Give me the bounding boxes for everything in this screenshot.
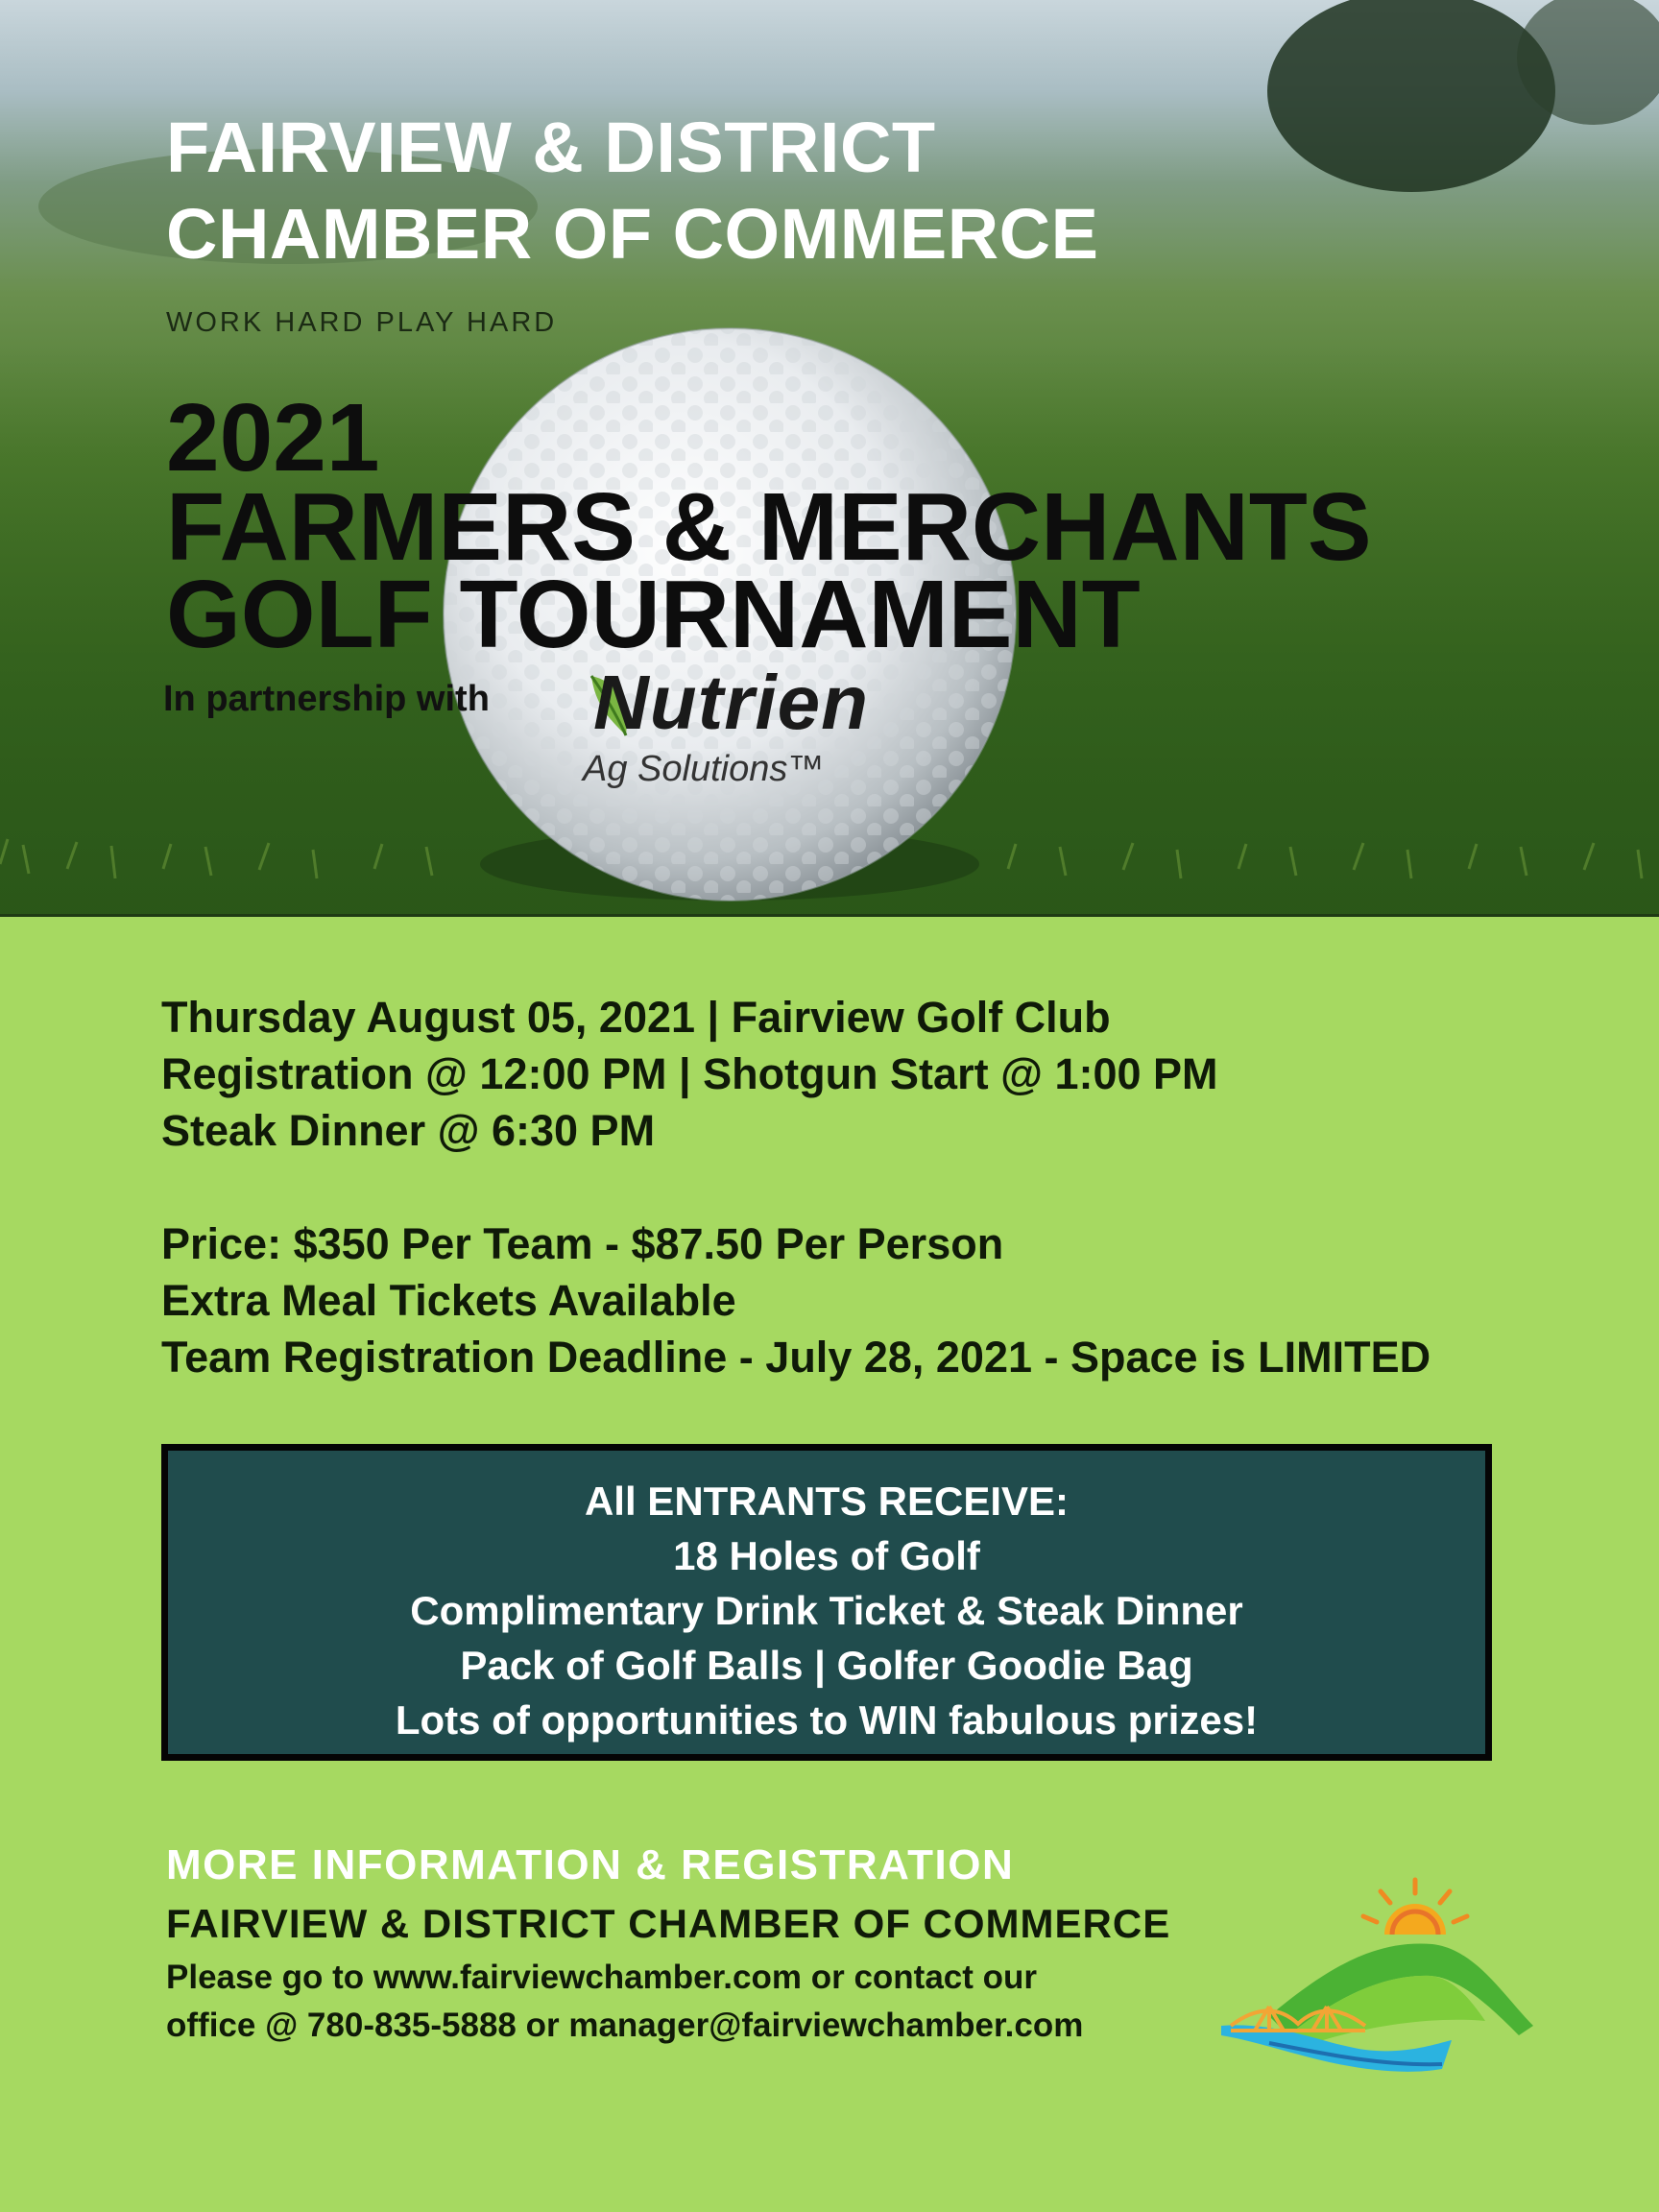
sponsor-logo-name: Nutrien	[593, 660, 869, 745]
event-year: 2021	[166, 384, 380, 492]
entrant-benefit: Pack of Golf Balls | Golfer Goodie Bag	[460, 1643, 1193, 1688]
registration-deadline: Team Registration Deadline - July 28, 2021 - Space is LIMITED	[161, 1333, 1431, 1382]
dinner-time: Steak Dinner @ 6:30 PM	[161, 1106, 656, 1155]
schedule-times: Registration @ 12:00 PM | Shotgun Start @ 1:00 PM	[161, 1049, 1218, 1098]
section-divider	[0, 914, 1659, 917]
contact-line2: office @ 780-835-5888 or manager@fairviewchamber.com	[166, 2007, 1084, 2044]
hero-banner	[0, 0, 1659, 917]
price: Price: $350 Per Team - $87.50 Per Person	[161, 1219, 1004, 1268]
sponsor-logo-subtitle: Ag Solutions™	[583, 749, 825, 789]
date-venue: Thursday August 05, 2021 | Fairview Golf Club	[161, 993, 1111, 1042]
sun-icon	[1363, 1880, 1467, 1935]
contact-line1: Please go to www.fairviewchamber.com or contact our	[166, 1959, 1038, 1996]
tagline: WORK HARD PLAY HARD	[166, 307, 558, 338]
entrant-benefit: Complimentary Drink Ticket & Steak Dinner	[410, 1588, 1243, 1633]
chamber-name-line1: FAIRVIEW & DISTRICT	[166, 108, 936, 187]
entrant-benefit: Lots of opportunities to WIN fabulous prizes!	[395, 1697, 1259, 1743]
partnership-label: In partnership with	[163, 679, 490, 719]
chamber-name-line2: CHAMBER OF COMMERCE	[166, 194, 1099, 274]
entrants-heading: All ENTRANTS RECEIVE:	[584, 1479, 1070, 1524]
organization-name: FAIRVIEW & DISTRICT CHAMBER OF COMMERCE	[166, 1901, 1171, 1946]
event-details	[161, 989, 1601, 1385]
entrants-box	[161, 1444, 1492, 1761]
event-title-line2: GOLF TOURNAMENT	[166, 561, 1141, 668]
meal-tickets: Extra Meal Tickets Available	[161, 1276, 736, 1325]
chamber-logo	[1212, 1853, 1548, 2074]
entrant-benefit: 18 Holes of Golf	[673, 1533, 980, 1578]
more-info-heading: MORE INFORMATION & REGISTRATION	[166, 1841, 1015, 1888]
event-title-line1: FARMERS & MERCHANTS	[166, 473, 1372, 581]
